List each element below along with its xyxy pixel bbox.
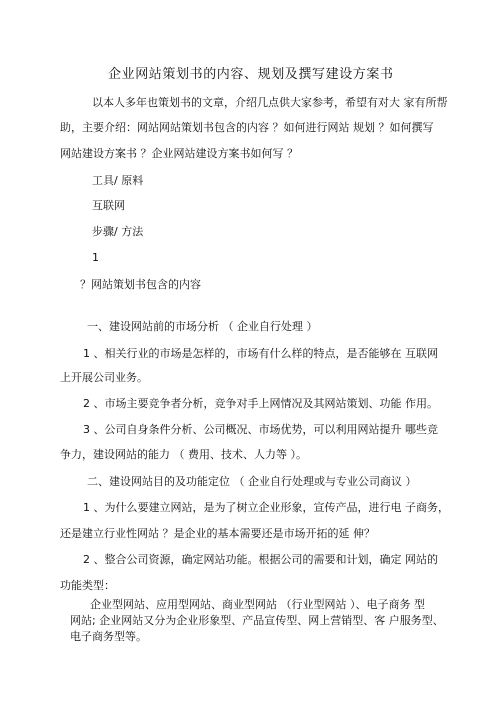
- document-title: 企业网站策划书的内容、规划及撰写建设方案书: [108, 67, 394, 82]
- section2-heading: 二、建设网站目的及功能定位 （ 企业自行处理或与专业公司商议 ）: [87, 475, 417, 488]
- section2-types-line2: 网站; 企业网站又分为企业形象型、产品宣传型、网上营销型、客 户服务型、: [70, 614, 444, 627]
- section2-item1-line2: 还是建立行业性网站 ？是企业的基本需要还是市场开拓的延 伸？: [60, 527, 375, 540]
- step-heading: ？网站策划书包含的内容: [80, 278, 201, 291]
- steps-label: 步骤/ 方法: [92, 225, 144, 238]
- section1-heading: 一、建设网站前的市场分析 （ 企业自行处理 ）: [87, 320, 318, 333]
- section2-item2-line1: 2 、整合公司资源，确定网站功能。根据公司的需要和计划，确定 网站的: [83, 553, 438, 566]
- section2-item1-line1: 1 、为什么要建立网站，是为了树立企业形象，宣传产品，进行电 子商务，: [83, 501, 449, 514]
- section1-item1-line1: 1 、相关行业的市场是怎样的，市场有什么样的特点，是否能够在 互联网: [83, 347, 438, 360]
- section1-item2: 2 、市场主要竞争者分析，竞争对手上网情况及其网站策划、功能 作用。: [83, 397, 438, 410]
- tools-label: 工具/ 原料: [92, 174, 144, 187]
- intro-line-2: 助，主要介绍：网站网站策划书包含的内容 ？如何进行网站 规划 ？如何撰写: [60, 121, 434, 134]
- section2-item2-line2: 功能类型：: [60, 579, 115, 592]
- section2-types-line1: 企业型网站、应用型网站、商业型网站 （行业型网站 ）、电子商务 型: [90, 598, 425, 611]
- tools-item: 互联网: [92, 199, 125, 212]
- section1-item3-line2: 争力，建设网站的能力 （ 费用、技术、人力等 ）。: [60, 448, 307, 461]
- section2-types-line3: 电子商务型等。: [70, 630, 147, 643]
- section1-item3-line1: 3 、公司自身条件分析、公司概况、市场优势，可以利用网站提升 哪些竞: [83, 423, 438, 436]
- step-number: 1: [92, 251, 99, 264]
- intro-line-1: 以本人多年也策划书的文章，介绍几点供大家参考，希望有对大 家有所帮: [92, 96, 448, 109]
- intro-line-3: 网站建设方案书 ？企业网站建设方案书如何写 ？: [60, 147, 298, 160]
- section1-item1-line2: 上开展公司业务。: [60, 371, 148, 384]
